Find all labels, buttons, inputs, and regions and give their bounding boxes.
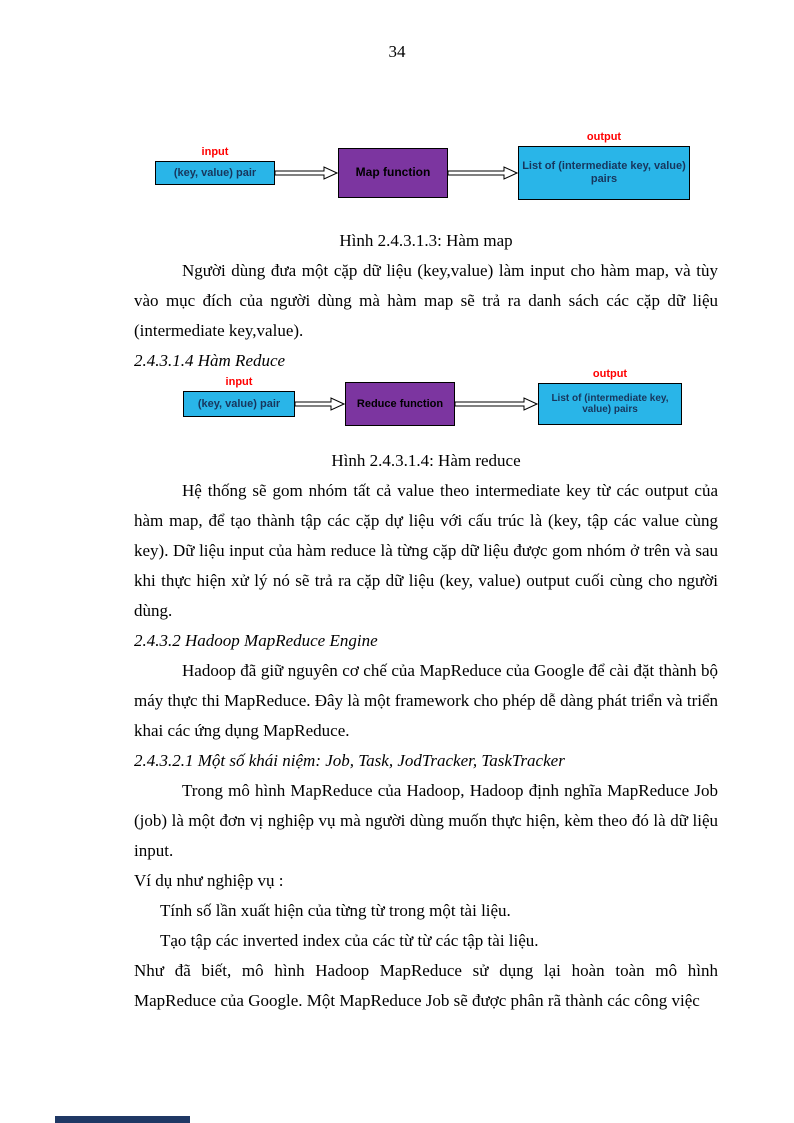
map-function-box: Map function	[338, 148, 448, 198]
map-input-column	[155, 146, 275, 185]
map-output-label: output	[586, 131, 622, 143]
reduce-output-column	[538, 368, 682, 425]
bottom-bar	[55, 1116, 190, 1123]
heading-reduce: 2.4.3.1.4 Hàm Reduce	[134, 351, 286, 370]
example-item: Tạo tập các inverted index của các từ từ các tập tài liệu.	[160, 931, 539, 950]
reduce-input-column	[183, 376, 295, 417]
paragraph-engine: Hadoop đã giữ nguyên cơ chế của MapReduce của Google để cài đặt thành bộ máy thực thi MapReduce. Đây là một framework cho phép dễ dàng phát triển và triển khai các ứng dụng MapReduce.	[134, 661, 718, 740]
right-arrow-icon	[448, 165, 518, 181]
paragraph-map: Người dùng đưa một cặp dữ liệu (key,value) làm input cho hàm map, và tùy vào mục đích của người dùng mà hàm map sẽ trả ra danh sách các cặp dữ liệu (intermediate key,value).	[134, 261, 718, 340]
page-content	[0, 131, 794, 1016]
example-intro: Ví dụ như nghiệp vụ :	[134, 871, 284, 890]
reduce-input-label: input	[225, 376, 253, 388]
reduce-input-box: (key, value) pair	[183, 391, 295, 417]
map-diagram-caption: Hình 2.4.3.1.3: Hàm map	[339, 231, 513, 250]
page-number: 34	[388, 42, 406, 61]
right-arrow-icon	[455, 396, 538, 412]
heading-engine: 2.4.3.2 Hadoop MapReduce Engine	[134, 631, 378, 650]
right-arrow-icon	[295, 396, 345, 412]
map-input-label: input	[201, 146, 229, 158]
paragraph-job: Trong mô hình MapReduce của Hadoop, Hadoop định nghĩa MapReduce Job (job) là một đơn vị nghiệp vụ mà người dùng muốn thực hiện, kèm theo đó là dữ liệu input.	[134, 781, 718, 860]
map-diagram	[155, 131, 718, 200]
map-output-box: List of (intermediate key, value) pairs	[518, 146, 690, 200]
reduce-output-label: output	[592, 368, 628, 380]
reduce-output-box: List of (intermediate key, value) pairs	[538, 383, 682, 425]
paragraph-final: Như đã biết, mô hình Hadoop MapReduce sử dụng lại hoàn toàn mô hình MapReduce của Google. Một MapReduce Job sẽ được phân rã thành các công việc	[134, 961, 718, 1010]
right-arrow-icon	[275, 165, 338, 181]
example-item: Tính số lần xuất hiện của từng từ trong một tài liệu.	[160, 901, 511, 920]
paragraph-reduce: Hệ thống sẽ gom nhóm tất cả value theo intermediate key từ các output của hàm map, để tạo thành tập các cặp dự liệu với cấu trúc là (key, tập các value cùng key). Dữ liệu input của hàm reduce là từng cặp dữ liệu được gom nhóm ở trên và sau khi thực hiện xử lý nó sẽ trả ra cặp dữ liệu (key, value) output cuối cùng cho người dùng.	[134, 481, 718, 620]
map-output-column	[518, 131, 690, 200]
reduce-diagram	[183, 368, 718, 426]
reduce-diagram-caption: Hình 2.4.3.1.4: Hàm reduce	[331, 451, 521, 470]
reduce-function-box: Reduce function	[345, 382, 455, 426]
heading-concepts: 2.4.3.2.1 Một số khái niệm: Job, Task, JodTracker, TaskTracker	[134, 751, 565, 770]
map-input-box: (key, value) pair	[155, 161, 275, 185]
